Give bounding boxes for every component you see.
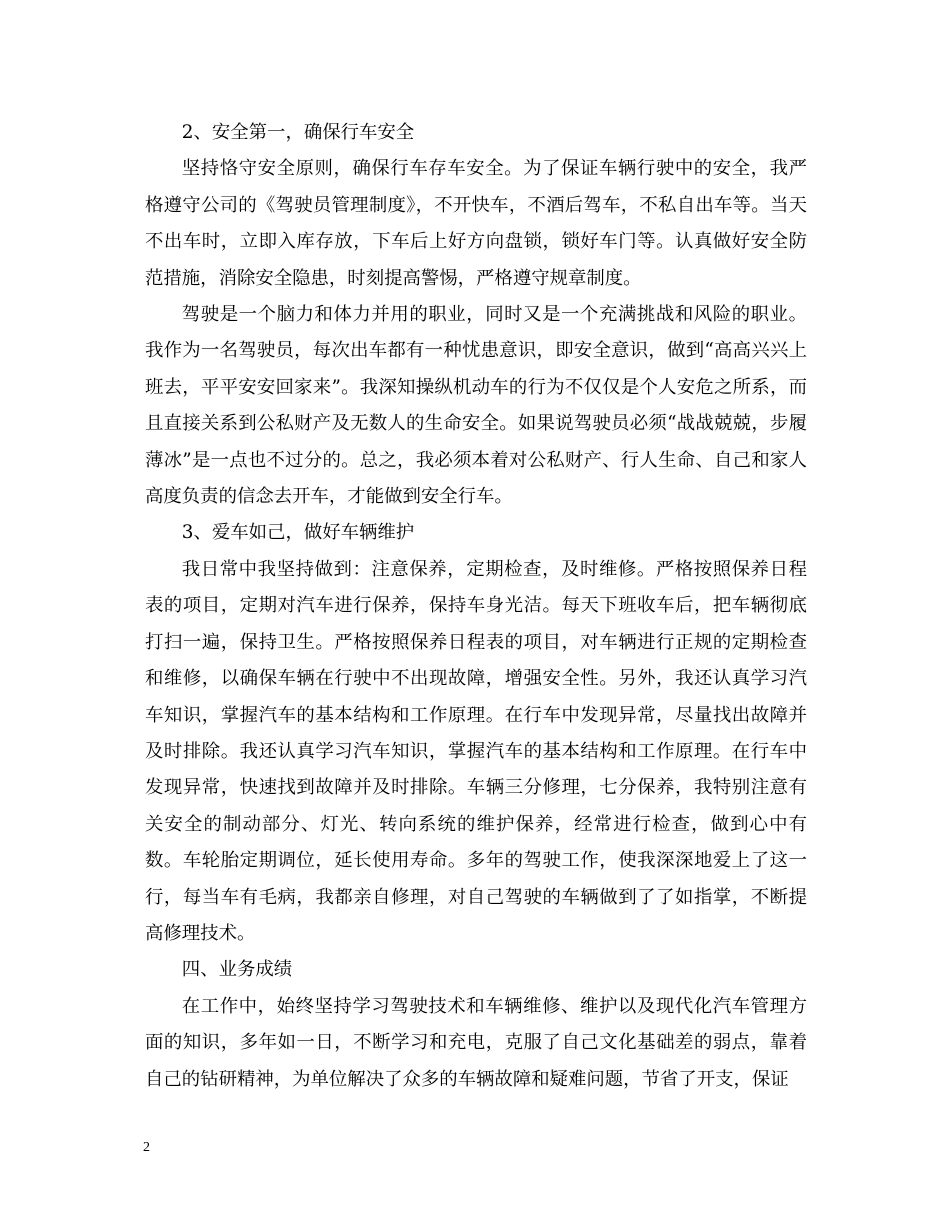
document-body bbox=[145, 115, 807, 1098]
paragraph-driving-risk: 驾驶是一个脑力和体力并用的职业，同时又是一个充满挑战和风险的职业。我作为一名驾驶员，每次出车都有一种忧患意识，即安全意识，做到“高高兴兴上班去，平平安安回家来”。我深知操纵机动车的行为不仅仅是个人安危之所系，而且直接关系到公私财产及无数人的生命安全。如果说驾驶员必须“战战兢兢，步履薄冰”是一点也不过分的。总之，我必须本着对公私财产、行人生命、自己和家人高度负责的信念去开车，才能做到安全行车。 bbox=[145, 304, 807, 508]
section-heading-achievements: 四、业务成绩 bbox=[181, 959, 293, 981]
paragraph-safety-rules: 坚持恪守安全原则，确保行车存车安全。为了保证车辆行驶中的安全，我严格遵守公司的《驾驶员管理制度》，不开快车，不酒后驾车，不私自出车等。当天不出车时，立即入库存放，下车后上好方向盘锁，锁好车门等。认真做好安全防范措施，消除安全隐患，时刻提高警惕，严格遵守规章制度。 bbox=[145, 158, 807, 289]
section-heading-safety: 2、安全第一，确保行车安全 bbox=[181, 122, 415, 143]
paragraph-achievements: 在工作中，始终坚持学习驾驶技术和车辆维修、维护以及现代化汽车管理方面的知识，多年如一日，不断学习和充电，克服了自己文化基础差的弱点，靠着自己的钻研精神，为单位解决了众多的车辆故障和疑难问题，节省了开支，保证 bbox=[145, 995, 807, 1090]
page-number: 2 bbox=[143, 1140, 150, 1155]
paragraph-maintenance: 我日常中我坚持做到：注意保养，定期检查，及时维修。严格按照保养日程表的项目，定期对汽车进行保养，保持车身光洁。每天下班收车后，把车辆彻底打扫一遍，保持卫生。严格按照保养日程表的项目，对车辆进行正规的定期检查和维修，以确保车辆在行驶中不出现故障，增强安全性。另外，我还认真学习汽车知识，掌握汽车的基本结构和工作原理。在行车中发现异常，尽量找出故障并及时排除。我还认真学习汽车知识，掌握汽车的基本结构和工作原理。在行车中发现异常，快速找到故障并及时排除。车辆三分修理，七分保养，我特别注意有关安全的制动部分、灯光、转向系统的维护保养，经常进行检查，做到心中有数。车轮胎定期调位，延长使用寿命。多年的驾驶工作，使我深深地爱上了这一行，每当车有毛病，我都亲自修理，对自己驾驶的车辆做到了了如指掌，不断提高修理技术。 bbox=[145, 558, 807, 944]
section-heading-maintenance: 3、爱车如己，做好车辆维护 bbox=[181, 522, 415, 544]
